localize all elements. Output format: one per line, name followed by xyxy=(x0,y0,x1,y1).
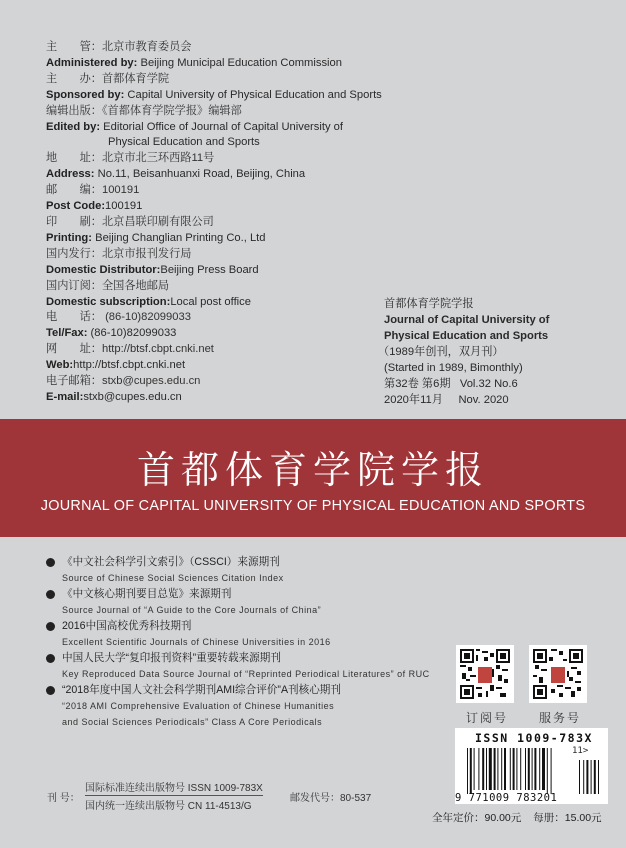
colophon-label: 电子邮箱 xyxy=(46,375,91,388)
colophon-value: No.11, Beisanhuanxi Road, Beijing, China xyxy=(94,168,306,181)
title-banner xyxy=(0,419,626,537)
colophon-row: 国内发行：北京市报刊发行局 xyxy=(46,247,382,263)
barcode-digits: 9 771009 783201 xyxy=(455,792,558,804)
colophon-label: Web: xyxy=(46,359,74,372)
colophon-value: 100191 xyxy=(101,184,140,197)
qr-code-icon xyxy=(456,645,514,703)
colophon-label: Administered by: xyxy=(46,56,138,69)
colophon-value: 北京市教育委员会 xyxy=(101,41,192,53)
colophon xyxy=(46,40,382,406)
journal-info xyxy=(378,296,550,408)
issue-date: 2020年11月 Nov. 2020 xyxy=(384,394,509,406)
bullet-icon xyxy=(46,558,55,567)
annual-price: 全年定价：90.00元 xyxy=(432,812,522,824)
colophon-label: Printing: xyxy=(46,231,92,244)
cn-line: 国内统一连续出版物号 CN 11-4513/G xyxy=(85,801,252,812)
colophon-value: Beijing Changlian Printing Co., Ltd xyxy=(92,231,266,244)
list-item xyxy=(46,682,430,730)
colophon-label: Domestic Distributor: xyxy=(46,263,161,276)
colophon-row: 主 办：首都体育学院 xyxy=(46,72,382,88)
issue-price: 每册：15.00元 xyxy=(533,812,602,824)
colophon-label: 网 址 xyxy=(46,343,91,356)
colophon-label: 主 管 xyxy=(46,41,91,53)
colophon-value: stxb@cupes.edu.cn xyxy=(83,390,182,403)
bullet-icon xyxy=(46,654,55,663)
colophon-row: 印 刷：北京昌联印刷有限公司 xyxy=(46,215,382,231)
colophon-value: 北京市北三环西路11号 xyxy=(101,152,215,165)
colophon-value: (86-10)82099033 xyxy=(87,327,177,340)
journal-name-en: Journal of Capital University of xyxy=(384,314,550,326)
index-cn: 2016中国高校优秀科技期刊 xyxy=(62,620,192,632)
index-cn: “2018年度中国人文社会科学期刊AMI综合评价”A刊核心期刊 xyxy=(62,684,341,696)
colophon-label: 编辑出版 xyxy=(46,104,91,117)
colophon-row xyxy=(46,358,382,374)
colophon-label: 电 话 xyxy=(46,311,91,324)
colophon-row xyxy=(46,167,382,183)
qr-label-subscription: 订阅号 xyxy=(466,711,509,725)
index-cn: 《中文核心期刊要目总览》来源期刊 xyxy=(62,588,232,600)
colophon-row xyxy=(46,263,382,279)
colophon-value: Physical Education and Sports xyxy=(108,136,260,149)
colophon-value: 全国各地邮局 xyxy=(101,279,170,292)
colophon-value: 《首都体育学院学报》编辑部 xyxy=(101,104,242,117)
colophon-row: 编辑出版：《首都体育学院学报》编辑部 xyxy=(46,104,382,120)
colophon-row: 主 管：北京市教育委员会 xyxy=(46,40,382,56)
colophon-row: 地 址：北京市北三环西路11号 xyxy=(46,151,382,167)
index-en: Key Reproduced Data Source Journal of “Reprinted Periodical Literatures” of RUC xyxy=(62,669,430,679)
qr-code-icon xyxy=(529,645,587,703)
barcode xyxy=(455,728,608,804)
index-en: “2018 AMI Comprehensive Evaluation of Chinese Humanities xyxy=(62,701,335,711)
colophon-value: stxb@cupes.edu.cn xyxy=(101,375,201,388)
list-item xyxy=(46,618,430,650)
index-en: Excellent Scientific Journals of Chinese Universities in 2016 xyxy=(62,637,331,647)
colophon-label: 主 办 xyxy=(46,72,91,85)
banner-title-cn: 首都体育学院学报 xyxy=(136,448,489,492)
index-en: Source of Chinese Social Sciences Citation Index xyxy=(62,573,284,583)
colophon-value: http://btsf.cbpt.cnki.net xyxy=(101,343,214,356)
colophon-row xyxy=(46,88,382,104)
barcode-addon: 11> xyxy=(572,746,589,756)
colophon-value: Beijing Municipal Education Commission xyxy=(137,56,342,69)
list-item xyxy=(46,586,430,618)
colophon-row: 国内订阅：全国各地邮局 xyxy=(46,279,382,295)
colophon-value: Capital University of Physical Education and Sports xyxy=(124,88,382,101)
colophon-label: 地 址 xyxy=(46,152,91,165)
serial-label: 刊 号： xyxy=(47,793,80,804)
colophon-row: 邮 编：100191 xyxy=(46,183,382,199)
colophon-row xyxy=(46,326,382,342)
colophon-row: 电子邮箱：stxb@cupes.edu.cn xyxy=(46,374,382,390)
index-cn: 中国人民大学“复印报刊资料”重要转载来源期刊 xyxy=(62,652,281,664)
colophon-row xyxy=(46,295,382,311)
colophon-row xyxy=(46,56,382,72)
qr-label-service: 服务号 xyxy=(539,711,582,725)
colophon-label: Post Code: xyxy=(46,200,106,213)
started-en: (Started in 1989, Bimonthly) xyxy=(384,362,523,374)
colophon-label: Sponsored by: xyxy=(46,88,125,101)
issn-line: 国际标准连续出版物号 ISSN 1009-783X xyxy=(85,779,263,796)
journal-name-cn: 首都体育学院学报 xyxy=(384,298,474,310)
colophon-label: 印 刷 xyxy=(46,215,91,228)
banner-title-en: JOURNAL OF CAPITAL UNIVERSITY OF PHYSICAL EDUCATION AND SPORTS xyxy=(40,498,586,514)
colophon-value: 北京昌联印刷有限公司 xyxy=(101,215,214,228)
colophon-row xyxy=(46,120,382,136)
index-en: Source Journal of “A Guide to the Core Journals of China” xyxy=(62,605,322,615)
index-cn: 《中文社会科学引文索引》（CSSCI）来源期刊 xyxy=(62,556,280,568)
colophon-label: E-mail: xyxy=(46,390,84,403)
bullet-icon xyxy=(46,622,55,631)
index-en: and Social Sciences Periodicals” Class A Core Periodicals xyxy=(62,717,323,727)
colophon-label: 国内发行 xyxy=(46,247,91,260)
journal-name-en-2: Physical Education and Sports xyxy=(384,330,549,342)
colophon-label: Tel/Fax: xyxy=(46,327,88,340)
colophon-value: Local post office xyxy=(170,295,251,308)
indexing-list xyxy=(46,554,430,730)
colophon-value: http://btsf.cbpt.cnki.net xyxy=(73,359,186,372)
colophon-label: 邮 编 xyxy=(46,184,91,197)
colophon-value: (86-10)82099033 xyxy=(101,311,191,324)
colophon-value: 首都体育学院 xyxy=(101,72,170,85)
barcode-issn: ISSN 1009-783X xyxy=(475,731,593,745)
colophon-value: Editorial Office of Journal of Capital University of xyxy=(100,120,343,133)
bullet-icon xyxy=(46,590,55,599)
colophon-row xyxy=(46,231,382,247)
colophon-value: 100191 xyxy=(105,200,143,213)
colophon-label: Domestic subscription: xyxy=(46,295,171,308)
colophon-label: Address: xyxy=(46,168,95,181)
volume: 第32卷 第6期 Vol.32 No.6 xyxy=(384,378,518,390)
price xyxy=(432,810,602,825)
colophon-row xyxy=(46,135,382,151)
colophon-value: Beijing Press Board xyxy=(160,263,259,276)
bullet-icon xyxy=(46,686,55,695)
colophon-row: 电 话： (86-10)82099033 xyxy=(46,310,382,326)
started-cn: （1989年创刊，双月刊） xyxy=(378,346,504,358)
list-item xyxy=(46,554,430,586)
colophon-value: 北京市报刊发行局 xyxy=(101,247,192,260)
postal-code: 邮发代号：80-537 xyxy=(290,793,372,804)
colophon-label: 国内订阅 xyxy=(46,279,91,292)
colophon-row xyxy=(46,199,382,215)
colophon-row xyxy=(46,390,382,406)
colophon-label: Edited by: xyxy=(46,120,101,133)
colophon-row: 网 址：http://btsf.cbpt.cnki.net xyxy=(46,342,382,358)
list-item xyxy=(46,650,430,682)
